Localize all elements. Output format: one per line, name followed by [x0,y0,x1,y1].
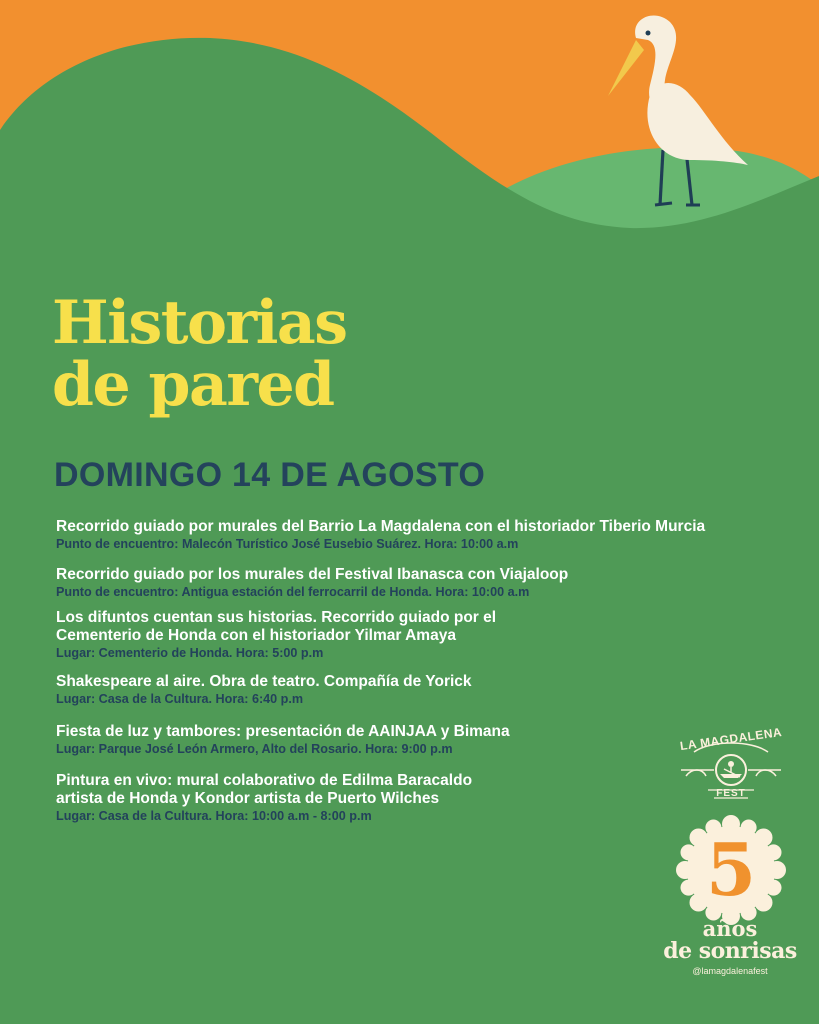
event-detail: Lugar: Cementerio de Honda. Hora: 5:00 p.m [56,646,324,660]
festival-logo [676,724,786,808]
logo-fest: FEST [716,788,746,799]
event-title: Pintura en vivo: mural colaborativo de Edilma Baracaldo [56,772,473,789]
event-title: Cementerio de Honda con el historiador Yilmar Amaya [56,627,456,644]
event-title: artista de Honda y Kondor artista de Puerto Wilches [56,790,440,807]
anniversary-text [662,918,798,962]
event-title: Fiesta de luz y tambores: presentación de AAINJAA y Bimana [56,723,510,740]
title-line-2: de pared [52,350,334,420]
event-item [56,609,786,661]
event-title: Recorrido guiado por los murales del Festival Ibanasca con Viajaloop [56,566,569,583]
event-detail: Punto de encuentro: Antigua estación del ferrocarril de Honda. Hora: 10:00 a.m [56,585,530,599]
anniversary-number: 5 [705,827,757,912]
event-title: Shakespeare al aire. Obra de teatro. Compañía de Yorick [56,673,472,690]
social-handle: @lamagdalenafest [692,966,768,976]
event-item [56,518,786,552]
title-line-1: Historias [52,288,347,358]
event-detail: Lugar: Casa de la Cultura. Hora: 6:40 p.m [56,692,304,706]
poster-title [52,288,347,420]
event-item [56,566,786,600]
logo-name: LA MAGDALENA [679,724,783,754]
anniversary-line-1: años [702,916,758,941]
event-detail: Lugar: Parque José León Armero, Alto del Rosario. Hora: 9:00 p.m [56,742,453,756]
event-title: Recorrido guiado por murales del Barrio La Magdalena con el historiador Tiberio Murcia [56,518,706,535]
event-detail: Punto de encuentro: Malecón Turístico José Eusebio Suárez. Hora: 10:00 a.m [56,537,519,551]
anniversary-line-2: de sonrisas [663,938,797,964]
event-date: DOMINGO 14 DE AGOSTO [54,456,486,494]
event-item [56,673,786,707]
event-title: Los difuntos cuentan sus historias. Recorrido guiado por el [56,609,497,626]
event-detail: Lugar: Casa de la Cultura. Hora: 10:00 a.m - 8:00 p.m [56,809,372,823]
